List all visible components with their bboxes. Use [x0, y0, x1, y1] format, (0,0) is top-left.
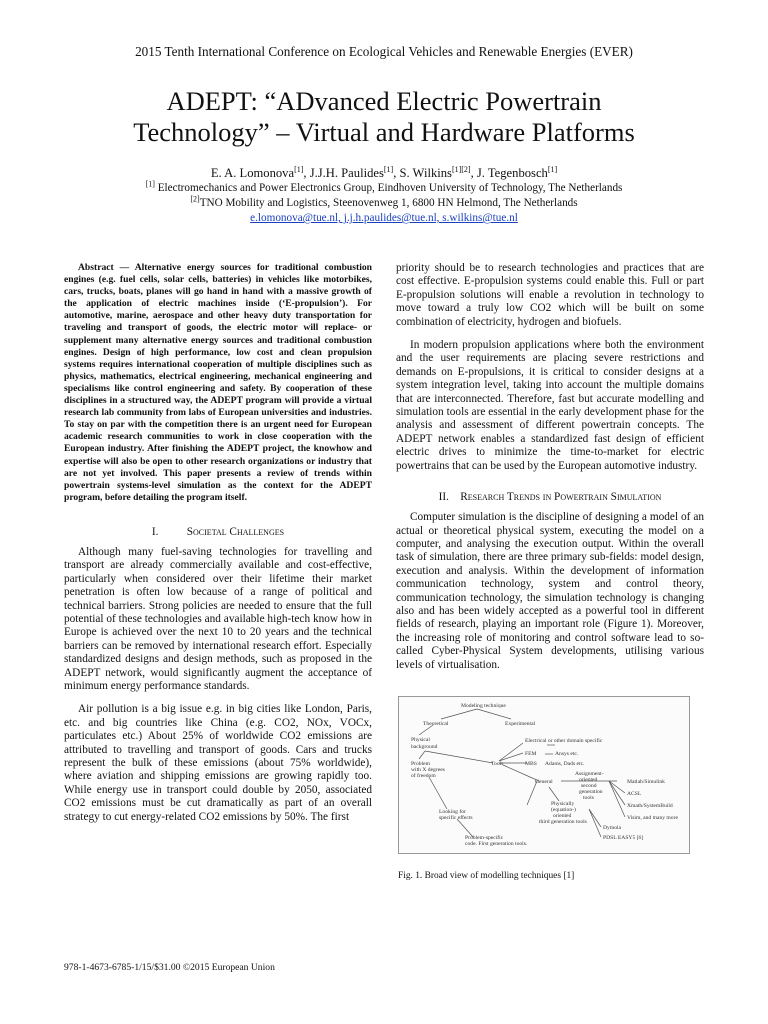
node-tools: Tools: [491, 761, 504, 767]
modelling-tree-diagram: [399, 697, 689, 853]
section1-paragraph-1: Although many fuel-saving technologies for travelling and transport are already commercially available and cost-effective, particularly when considered over their lifetime their market penetration is often low because of a range of political and technical barriers. Strong policies are needed to ensure that the full potential of these technologies and available high-tech know how in Europe is achieved over the next 10 to 20 years and the technical barriers can be removed by international research effort. Especially standardized designs and design methods, such as proposed in the ADEPT network, would significantly augment the acceptance of minimum energy performance standards.: [64, 545, 372, 692]
node-general: General: [535, 779, 553, 785]
section-heading-2: II. Research Trends in Powertrain Simulation: [438, 491, 662, 504]
node-degrees: with X degrees: [411, 767, 445, 773]
node-tools-2: tools: [583, 795, 594, 801]
affiliation-1: [1] Electromechanics and Power Electronics Group, Eindhoven University of Technology, The Netherlands: [145, 179, 623, 194]
node-second: second: [581, 783, 597, 789]
section-heading-1: I. Societal Challenges: [151, 525, 285, 538]
node-matlab: Matlab/Simulink: [627, 779, 665, 785]
node-generation: generation: [579, 789, 603, 795]
author-emails[interactable]: e.lomonova@tue.nl, j.j.h.paulides@tue.nl, s.wilkins@tue.nl: [250, 212, 518, 224]
title-line-2: Technology” – Virtual and Hardware Platforms: [133, 117, 635, 147]
node-oriented: oriented: [579, 777, 598, 783]
title-line-1: ADEPT: “ADvanced Electric Powertrain: [166, 86, 602, 116]
node-background: background: [411, 744, 438, 750]
node-first-generation: code. First generation tools.: [465, 841, 528, 847]
node-mbs: MBS: [525, 761, 537, 767]
node-problem: Problem: [411, 761, 430, 767]
abstract: Abstract — Alternative energy sources for traditional combustion engines (e.g. fuel cells, solar cells, batteries) in vehicles like motorbikes, cars, trucks, boats, planes will go hand in hand with a massive growth of the application of electric machines inside (‘E-propulsion’). For automotive, marine, aerospace and other heavy duty transportation for traveling and transport of goods, the electric motor will replace- or supplement many alternative energy sources and traditional combustion engines. Design of high performance, low cost and clean propulsion systems requires international cooperation of multiple disciplines such as physics, mathematics, electrical engineering, mechanical engineering and specialisms like control engineering and safety. By cooperation of these disciplines in a structured way, the ADEPT program will provide a virtual research lab community from labs of European universities and industries. To stay on par with the competition there is an urgent need for European academic research communities to work in close cooperation with the European industry. After finishing the ADEPT project, the knowhow and expertise will also be open to other research organizations or industry that are not yet involved. This paper presents a review of trends within powertrain systems-level simulation as the context for the ADEPT program, before detailing the program itself.: [64, 262, 372, 503]
node-visim: Visim, and many more: [627, 815, 678, 821]
left-column: [64, 262, 372, 824]
node-dymola: Dymola: [603, 825, 622, 831]
right-column: [396, 262, 704, 672]
section1-paragraph-2: Air pollution is a big issue e.g. in big cities like London, Paris, etc. and big countries like China (e.g. CO2, NOx, VOCx, particulates etc.) About 25% of worldwide CO2 emissions are attributed to travelling and transport of goods. Cars and trucks represent the bulk of these emissions (about 75% worldwide), where aviation and shipping emissions are growing rapidly too. While energy use in transport could double by 2050, associated CO2 emissions must be cut dramatically as part of an overall strategy to cut energy-related CO2 emissions by 50%. The first: [64, 703, 372, 823]
paper-title: [40, 86, 728, 148]
conference-header: 2015 Tenth International Conference on Ecological Vehicles and Renewable Energies (EVER): [135, 44, 633, 59]
node-physically: Physically: [551, 801, 575, 807]
node-psl: PDSL EASY5 [6]: [603, 835, 644, 841]
right-paragraph-2: In modern propulsion applications where both the environment and the user requirements are placing severe restrictions and demands on E-propulsions, it is critical to consider designs at a system integration level, taking into account the multiple domains that are interconnected. Therefore, fast but accurate modelling and simulation tools are essential in the early development phase for the analysis and assessment of different powertrain concepts. The ADEPT network enables a standardized fast design of efficient electric drives to minimize the time-to-market for electric powertrains that can be used by the European automotive industry.: [396, 339, 704, 472]
node-oriented-2: oriented: [553, 813, 572, 819]
node-physical: Physical: [411, 737, 430, 743]
author-block: [0, 166, 768, 226]
author-list: E. A. Lomonova[1], J.J.H. Paulides[1], S. Wilkins[1][2], J. Tegenbosch[1]: [210, 164, 558, 180]
node-experimental: Experimental: [505, 721, 536, 727]
figure-1-diagram: [398, 696, 690, 854]
node-equation: (equation-): [551, 807, 576, 813]
node-assignment: Assignment-: [575, 771, 604, 777]
node-theoretical: Theoretical: [423, 721, 449, 727]
right-paragraph-1: priority should be to research technologies and practices that are cost effective. E-propulsion systems could enable this. Full or part E-propulsion solutions will enable a revolution in technology to move toward a truly low CO2 which will be built on some combination of electricity, hydrogen and biofuels.: [396, 262, 704, 328]
copyright-footer: 978-1-4673-6785-1/15/$31.00 ©2015 European Union: [64, 962, 275, 973]
node-electrical-domain: Electrical or other domain specific: [525, 738, 603, 744]
node-problem-specific: Problem-specific: [465, 835, 504, 841]
node-fem: FEM: [525, 751, 537, 757]
node-specific-effects: specific effects: [439, 815, 473, 821]
node-freedom: of freedom: [411, 773, 436, 779]
figure-1-caption: Fig. 1. Broad view of modelling techniques [1]: [398, 871, 575, 881]
node-looking-for: Looking for: [439, 809, 466, 815]
node-xmath: Xmath/SystemBuild: [627, 803, 673, 809]
node-adams: Adams, Dads etc.: [545, 761, 585, 767]
affiliation-2: [2]TNO Mobility and Logistics, Steenovenweg 1, 6800 HN Helmond, The Netherlands: [190, 194, 578, 209]
node-ansys: Ansys etc.: [555, 751, 579, 757]
node-modeling-technique: Modeling technique: [461, 703, 506, 709]
node-third-generation: third generation tools: [539, 819, 587, 825]
node-acsl: ACSL: [627, 791, 642, 797]
section2-paragraph-1: Computer simulation is the discipline of designing a model of an actual or theoretical physical system, executing the model on a computer, and analysing the execution output. Within the overall task of simulation, there are three primary sub-fields: model design, execution and analysis. Within the development of information communication technology, system and control theory, communication technology, the simulation technology is changing also and has been widely accepted as a powerful tool in different fields of research, playing an important role (Figure 1). Moreover, the increasing role of monitoring and control software lead to so-called Cyber-Physical System developments, utilising various levels of virtualisation.: [396, 511, 704, 671]
